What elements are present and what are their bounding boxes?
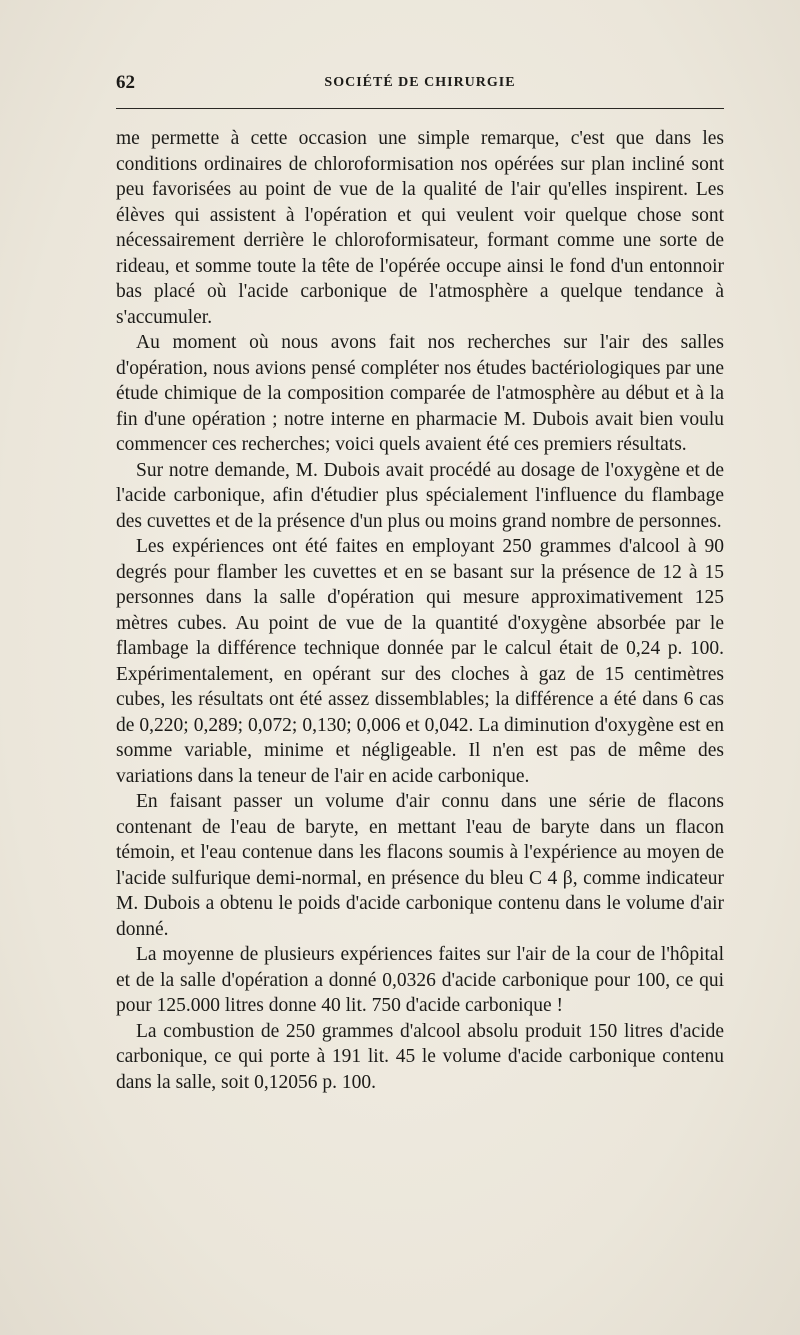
paragraph: La combustion de 250 grammes d'alcool absolu produit 150 litres d'acide carbonique, ce qui porte à 191 lit. 45 le volume d'acide carbonique contenu dans la salle, soit 0,12056 p. 100. bbox=[116, 1020, 724, 1093]
running-title: SOCIÉTÉ DE CHIRURGIE bbox=[324, 75, 516, 90]
body-text bbox=[116, 126, 724, 1095]
page-header bbox=[116, 72, 724, 96]
paragraph: Sur notre demande, M. Dubois avait procédé au dosage de l'oxygène et de l'acide carbonique, afin d'étudier plus spécialement l'influence du flambage des cuvettes et de la présence d'un plus ou moins grand nombre de personnes. bbox=[116, 459, 724, 532]
paragraph: En faisant passer un volume d'air connu dans une série de flacons contenant de l'eau de baryte, en mettant l'eau de baryte dans un flacon témoin, et l'eau contenue dans les flacons soumis à l'expérience au moyen de l'acide sulfurique demi-normal, en présence du bleu C 4 β, comme indicateur M. Dubois a obtenu le poids d'acide carbonique contenu dans le volume d'air donné. bbox=[116, 791, 724, 940]
header-divider bbox=[116, 108, 724, 109]
paragraph: Les expériences ont été faites en employant 250 grammes d'alcool à 90 degrés pour flamber les cuvettes et en se basant sur la présence de 12 à 15 personnes dans la salle d'opération qui mesure approximativement 125 mètres cubes. Au point de vue de la quantité d'oxygène absorbée par le flambage la différence technique donnée par le calcul était de 0,24 p. 100. Expérimentalement, en opérant sur des cloches à gaz de 15 centimètres cubes, les résultats ont été assez dissemblables; la différence a été dans 6 cas de 0,220; 0,289; 0,072; 0,130; 0,006 et 0,042. La diminution d'oxygène est en somme variable, minime et négligeable. Il n'en est pas de même des variations dans la teneur de l'air en acide carbonique. bbox=[116, 536, 724, 787]
paragraph: La moyenne de plusieurs expériences faites sur l'air de la cour de l'hôpital et de la salle d'opération a donné 0,0326 d'acide carbonique pour 100, ce qui pour 125.000 litres donne 40 lit. 750 d'acide carbonique ! bbox=[116, 944, 724, 1016]
paragraph: me permette à cette occasion une simple remarque, c'est que dans les conditions ordinaires de chloroformisation nos opérées sur plan incliné sont peu favorisées au point de vue de la qualité de l'air qu'elles inspirent. Les élèves qui assistent à l'opération et qui veulent voir quelque chose sont nécessairement derrière le chloroformisateur, formant comme une sorte de rideau, et somme toute la tête de l'opérée occupe ainsi le fond d'un entonnoir bas placé où l'acide carbonique de l'atmosphère a quelque tendance à s'accumuler. bbox=[116, 128, 724, 328]
paragraph: Au moment où nous avons fait nos recherches sur l'air des salles d'opération, nous avions pensé compléter nos études bactériologiques par une étude chimique de la composition comparée de l'atmosphère au début et à la fin d'une opération ; notre interne en pharmacie M. Dubois avait bien voulu commencer ces recherches; voici quels avaient été ces premiers résultats. bbox=[116, 332, 724, 455]
page-number: 62 bbox=[116, 72, 135, 93]
